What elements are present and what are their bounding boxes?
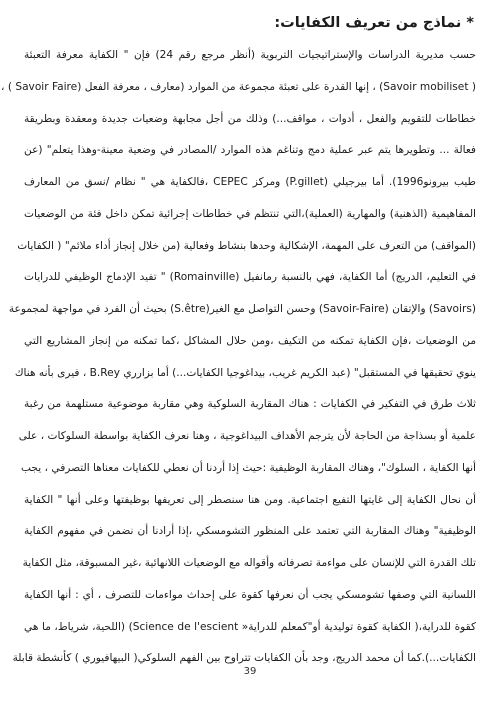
body-paragraph: [1, 40, 477, 675]
text-line: (المواقف) من التعرف على المهمة، الإشكالية وحدها بنشاط وفعالية (من خلال إنجاز أداء ملائم" ( الكفايات: [17, 239, 476, 252]
text-line: فعالة ... وتطويرها يتم عبر عملية دمج وتناغم هذه الموارد /المصادر في وضعية معينة-وهذا يتعلم" (عن: [24, 144, 476, 157]
page-number: 39: [243, 666, 257, 677]
text-line: علمية أو بسذاجة من الحاجة لأن يترجم الأهداف البيداغوجية ، وهنا نعرف الكفاية بواسطة السلوكات ، على: [18, 430, 476, 442]
text-line: طيب بيرونو1996). أما بيرجيلي (P.gillet) ومركز CEPEC ،فالكفاية هي " نظام /نسق من المعارف: [24, 176, 476, 188]
text-line: اللسانية التي وصفها تشومسكي يجب أن نعرفها كقوة على إحداث مواءمات للتصرف ، أي : أنها الكفاية: [24, 588, 476, 601]
text-line: ( Savoir mobiliset) ، إنها القدرة على تعبئة مجموعة من الموارد (معارف ، معرفة الفعل (Savoir Faire ) ،: [1, 80, 476, 93]
text-line: الوظيفية" وهناك المقاربة التي تعتمد على المنظور التشومسكي ،إذا أرادنا أن نضمن في مفهوم الكفاية: [24, 525, 476, 538]
text-line: من الوضعيات ،فإن الكفاية تمكنه من التكيف ،ومن حلال المشاكل ،كما تمكنه من إنجاز المشاريع التي: [24, 334, 476, 347]
text-line: خطاطات للتقويم والفعل ، أدوات ، مواقف...) وذلك من أجل مجابهة وضعيات جديدة ومعقدة وبطريقة: [24, 112, 476, 125]
text-line: حسب مديرية الدراسات والإستراتيجيات التربوية (أنظر مرجع رقم 24) فإن " الكفاية معرفة التعبئة: [24, 49, 476, 61]
text-line: أنها الكفاية ، السلوك"، وهناك المقاربة الوظيفية :حيث إذا أردنا أن نعطي للكفايات معناها التصرفي ، يجب: [21, 461, 476, 474]
text-line: أن نحال الكفاية إلى غايتها التفيع اجتماعية. ومن هنا سنصطر إلى تعريفها بوظيفتها وعلى أنها " الكفاية: [24, 493, 476, 506]
text-line: ينوي تحقيقها في المستقبل" (عبد الكريم غريب، بيداغوجيا الكفايات...) أما بزارري B.Rey ، فيرى بأنه هناك: [14, 366, 476, 379]
text-line: كقوة للدراية،( الكفاية كقوة توليدية أو"كمعلم للدراية« Science de l'escient) (اللحية، شرياط، ما هي: [24, 620, 477, 633]
text-line: (Savoirs) والإتقان (Savoir-Faire) وحسن التواصل مع الغير(S.être) بحيث أن الفرد في مواجهة لمجموعة: [8, 303, 476, 315]
text-line: الكفايات...).كما أن محمد الدريج، وجد بأن الكفايات تتراوح بين الفهم السلوكي( البيهافيوري ) كأنشطة قابلة: [12, 652, 476, 665]
section-heading: * نماذج من تعريف الكفايات:: [274, 15, 474, 31]
text-line: في التعليم، الدريج) أما الكفاية، فهي بالنسبة رمانفيل (Romainville) " تفيد الإدماج الوظيفي للدرايات: [24, 271, 476, 284]
text-line: تلك القدرة التي للإنسان على مواءمة تصرفاته وأقواله مع الوضعيات اللانهائية ،غير المسبوقة، مثل الكفاية: [22, 557, 476, 569]
text-line: ثلاث طرق في التفكير في الكفايات : هناك المقاربة السلوكية وهي مقاربة موضوعية مستلهمة من رغبة: [24, 398, 476, 411]
text-line: المفاهيمية (الذهنية) والمهارية (العملية)،التي تنتظم في خطاطات إجرائية تمكن داخل فئة من الوضعيات: [24, 207, 476, 220]
